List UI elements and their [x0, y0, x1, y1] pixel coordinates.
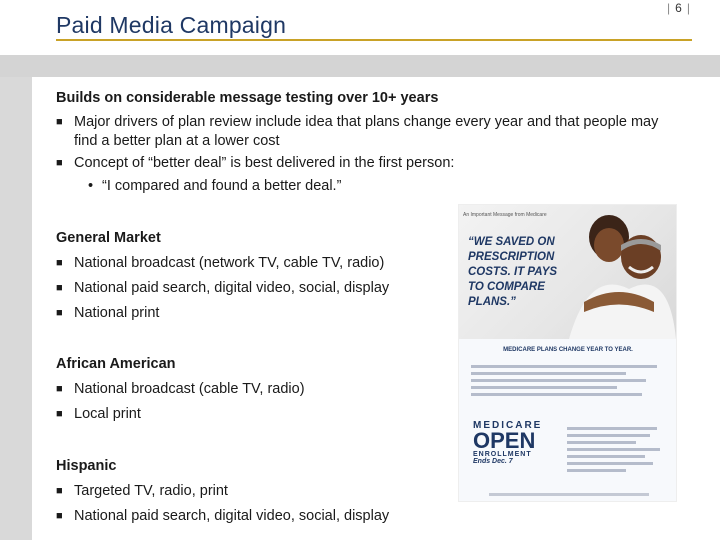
square-bullet-icon: ■	[56, 408, 63, 420]
dot-bullet-icon: •	[88, 178, 94, 194]
bullet-text: Major drivers of plan review include idea that plans change every year and that people may find a better plan at a lower cost	[74, 114, 659, 149]
divider: |	[667, 1, 671, 15]
square-bullet-icon: ■	[56, 510, 63, 522]
ad-quote: “WE SAVED ON PRESCRIPTION COSTS. IT PAYS TO COMPARE PLANS.”	[468, 236, 558, 308]
square-bullet-icon: ■	[56, 116, 63, 128]
list-item	[56, 154, 666, 173]
list-item	[56, 377, 305, 402]
bullet-text: National broadcast (network TV, cable TV, radio)	[74, 255, 385, 271]
bullet-text: National paid search, digital video, social, display	[74, 280, 390, 296]
list-item	[56, 113, 666, 151]
bullet-text: Local print	[74, 406, 141, 422]
hispanic-section	[56, 454, 389, 529]
title-underline	[56, 39, 692, 41]
ad-footer-text	[489, 493, 649, 496]
square-bullet-icon: ■	[56, 157, 63, 169]
page-title: Paid Media Campaign	[56, 12, 287, 38]
list-item	[56, 504, 389, 529]
page-number	[662, 1, 695, 15]
list-item	[56, 479, 389, 504]
ad-subhead: MEDICARE PLANS CHANGE YEAR TO YEAR.	[503, 347, 633, 353]
sub-bullet-text: “I compared and found a better deal.”	[102, 178, 342, 194]
page-number-value: 6	[675, 1, 682, 15]
divider: |	[686, 1, 690, 15]
general-market-section	[56, 226, 389, 326]
bullet-text: National broadcast (cable TV, radio)	[74, 381, 305, 397]
list-item	[56, 301, 389, 326]
intro-section	[56, 89, 666, 196]
african-american-section	[56, 352, 305, 427]
left-accent-bar	[0, 55, 32, 540]
section-heading: African American	[56, 356, 176, 372]
square-bullet-icon: ■	[56, 307, 63, 319]
medicare-print-ad	[458, 204, 677, 502]
bullet-text: Concept of “better deal” is best delivered in the first person:	[74, 155, 455, 171]
logo-line: ENROLLMENT	[473, 451, 532, 458]
logo-line: Ends Dec. 7	[473, 458, 513, 465]
couple-photo-icon	[569, 207, 676, 339]
sub-list-item	[56, 177, 666, 196]
list-item	[56, 402, 305, 427]
list-item	[56, 276, 389, 301]
ad-right-text	[567, 423, 665, 476]
square-bullet-icon: ■	[56, 257, 63, 269]
section-heading: Hispanic	[56, 458, 117, 474]
header-band	[0, 55, 720, 77]
intro-heading: Builds on considerable message testing over 10+ years	[56, 90, 439, 106]
bullet-text: Targeted TV, radio, print	[74, 483, 228, 499]
square-bullet-icon: ■	[56, 282, 63, 294]
bullet-text: National paid search, digital video, social, display	[74, 508, 390, 524]
bullet-text: National print	[74, 305, 160, 321]
ad-tag-text: An Important Message from Medicare	[463, 212, 547, 218]
section-heading: General Market	[56, 230, 161, 246]
square-bullet-icon: ■	[56, 383, 63, 395]
logo-line: OPEN	[473, 428, 536, 453]
logo-line: MEDICARE	[473, 420, 543, 431]
medicare-open-enrollment-logo	[473, 420, 553, 465]
square-bullet-icon: ■	[56, 485, 63, 497]
ad-body-text	[471, 361, 665, 421]
list-item	[56, 251, 389, 276]
